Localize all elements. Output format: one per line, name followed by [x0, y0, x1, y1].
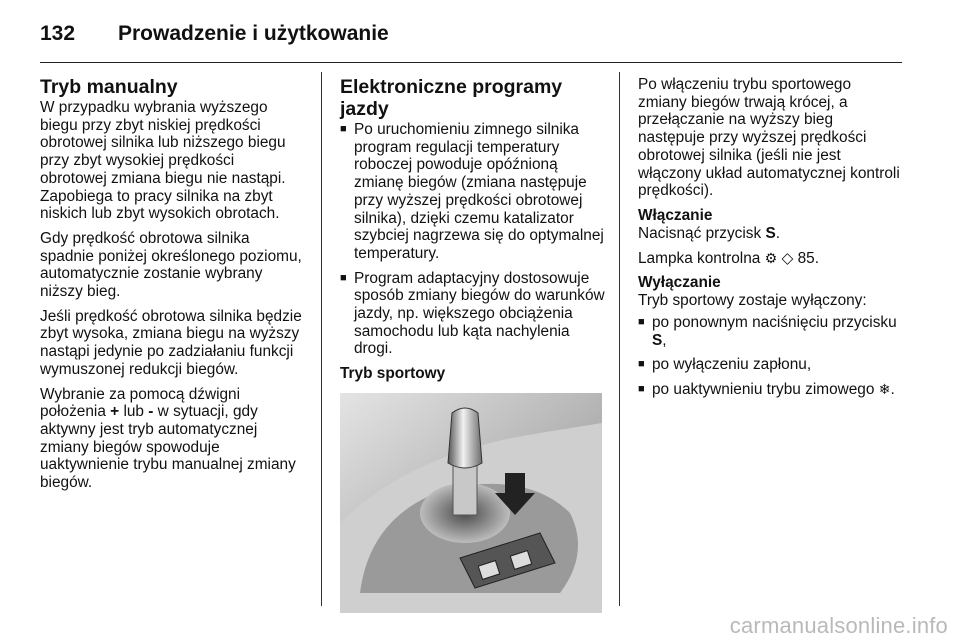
paragraph — [638, 225, 900, 243]
list-item — [638, 314, 900, 349]
text: po uaktywnieniu trybu zimowego — [652, 381, 879, 399]
header-rule — [40, 62, 902, 63]
paragraph: Gdy prędkość obrotowa silnika spadnie poniżej określonego poziomu, automatycznie zostanie wybrany niższy bieg. — [40, 229, 302, 301]
watermark: carmanualsonline.info — [729, 613, 948, 638]
list-item: ■ Po uruchomieniu zimnego silnika program regulacji temperatury roboczej powoduje opóźnioną zmianę biegów (zmiana następuje przy wyższej prędkości obrotowej silnika), dzięki czemu katalizator szybciej nagrzewa się do optymalnej temperatury. — [340, 121, 605, 263]
key-s: S — [652, 331, 663, 349]
subheading-off: Wyłączanie — [638, 274, 721, 292]
bullet-list — [340, 121, 605, 358]
paragraph — [638, 250, 900, 268]
list-item: ■ po wyłączeniu zapłonu, — [638, 356, 900, 374]
text: Lampka kontrolna — [638, 249, 765, 267]
text: po ponownym naciśnięciu przycisku — [652, 314, 897, 332]
column-driving-programs — [340, 76, 605, 618]
winter-mode-icon: ❄ — [878, 381, 891, 398]
text: . — [775, 224, 780, 242]
subheading-on: Włączanie — [638, 206, 713, 224]
plus-symbol: + — [110, 403, 120, 421]
paragraph: Jeśli prędkość obrotowa silnika będzie zbyt wysoka, zmiana biegu na wyższy nastąpi jedynie po zadziałaniu funkcji wymuszonej redukcji biegów. — [40, 307, 302, 378]
text: , — [662, 331, 667, 349]
list-item: ■ Program adaptacyjny dostosowuje sposób zmiany biegów do warunków jazdy, np. większego obciążenia samochodu lub kąta nachylenia drogi. — [340, 270, 605, 359]
minus-symbol: - — [148, 403, 154, 421]
section-heading-manual: Tryb manualny — [40, 76, 178, 98]
column-sport-mode — [638, 76, 900, 406]
column-divider — [619, 72, 620, 606]
paragraph — [40, 386, 305, 492]
sport-mode-indicator-icon: ⚙ — [764, 249, 778, 266]
gear-selector-photo — [340, 393, 602, 613]
column-divider — [321, 72, 322, 606]
column-manual-mode — [40, 76, 305, 499]
text: . — [890, 381, 895, 399]
paragraph: W przypadku wybrania wyższego biegu przy zbyt niskiej prędkości obrotowej silnika lub niższego biegu przy zbyt wysokiej prędkości obrotowej zmiana biegu nie nastąpi. Zapobiega to pracy silnika na zbyt niskich lub zbyt wysokich obrotach. — [40, 99, 286, 223]
page-title: Prowadzenie i użytkowanie — [118, 22, 389, 45]
text: w sytuacji, gdy aktywny jest tryb automatycznej zmiany biegów spowoduje uaktywnienie trybu manualnej zmiany biegów. — [40, 403, 296, 492]
text: Wybranie za pomocą dźwigni położenia — [40, 385, 241, 421]
key-s: S — [765, 224, 776, 242]
text: Nacisnąć przycisk — [638, 224, 766, 242]
section-heading-programs: Elektroniczne programy jazdy — [340, 76, 563, 120]
page-number: 132 — [40, 22, 76, 45]
paragraph: Po włączeniu trybu sportowego zmiany biegów trwają krócej, a przełączanie na wyższy bieg następuje przy wyższej prędkości obrotowej silnika (jeśli nie jest włączony układ automatycznej kontroli prędkości). — [638, 76, 900, 200]
paragraph: Tryb sportowy zostaje wyłączony: — [638, 292, 867, 310]
subheading-sport-mode: Tryb sportowy — [340, 365, 446, 383]
list-item — [638, 381, 900, 399]
page-header — [40, 14, 389, 54]
text: lub — [119, 403, 149, 421]
bullet-list — [638, 314, 900, 399]
page-reference: ◇ 85. — [777, 249, 819, 267]
